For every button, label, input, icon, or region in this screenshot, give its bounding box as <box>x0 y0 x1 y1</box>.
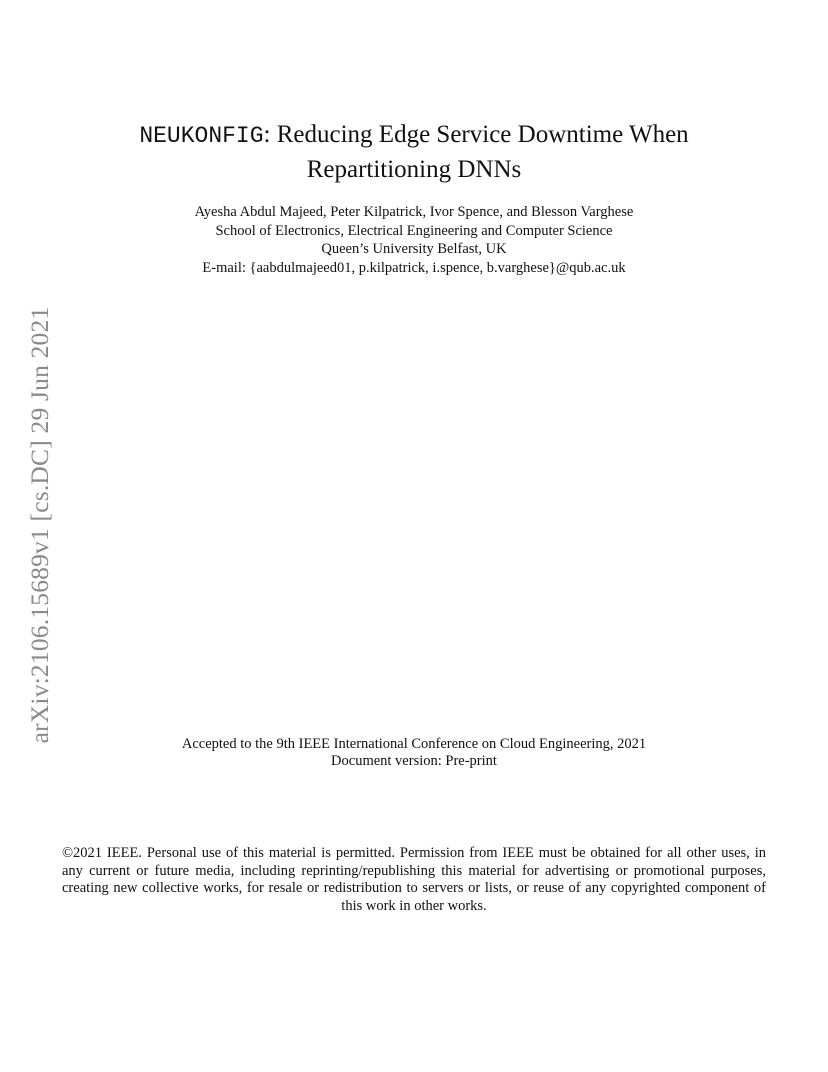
author-department: School of Electronics, Electrical Engineering and Computer Science <box>215 222 613 239</box>
paper-title <box>64 118 764 187</box>
title-line-1 <box>64 118 764 153</box>
author-email: E-mail: {aabdulmajeed01, p.kilpatrick, i.spence, b.varghese}@qub.ac.uk <box>202 259 626 276</box>
arxiv-identifier-stamp: arXiv:2106.15689v1 [cs.DC] 29 Jun 2021 <box>25 306 54 744</box>
title-line-1-text: : Reducing Edge Service Downtime When <box>263 121 689 148</box>
author-block <box>64 203 764 277</box>
acceptance-venue: Accepted to the 9th IEEE International Conference on Cloud Engineering, 2021 <box>181 736 647 752</box>
title-system-name: NEUKONFIG <box>139 123 264 149</box>
author-university: Queen’s University Belfast, UK <box>321 241 507 257</box>
title-line-2: Repartitioning DNNs <box>306 156 522 183</box>
copyright-notice: ©2021 IEEE. Personal use of this material is permitted. Permission from IEEE must be obtained for all other uses, in any current or future media, including reprinting/republishing this material for advertising or promotional purposes, creating new collective works, for resale or redistribution to servers or lists, or reuse of any copyrighted component of this work in other works. <box>62 845 766 914</box>
document-version: Document version: Pre-print <box>331 753 497 769</box>
author-names: Ayesha Abdul Majeed, Peter Kilpatrick, Ivor Spence, and Blesson Varghese <box>194 204 634 220</box>
acceptance-note <box>64 736 764 770</box>
